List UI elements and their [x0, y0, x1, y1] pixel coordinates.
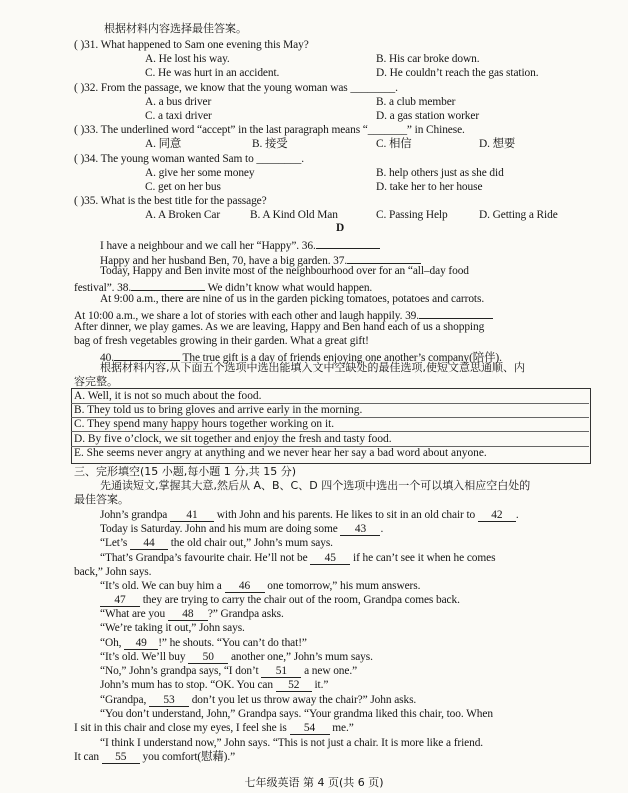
cloze-text: John’s grandpa: [100, 509, 170, 521]
blank-46: 46: [225, 580, 265, 593]
cloze-text: the old chair out,” John’s mum says.: [167, 537, 333, 549]
cloze-line-13: [100, 678, 328, 692]
blank-51: 51: [261, 665, 301, 678]
cloze-text: if he can’t see it when he comes: [350, 552, 496, 564]
q31-option-d: D. He couldn’t reach the gas station.: [376, 67, 539, 79]
q32-option-b: B. a club member: [376, 96, 456, 108]
cloze-text: “Grandpa,: [100, 694, 149, 706]
blank-40: [114, 348, 180, 361]
cloze-text: “It’s old. We can buy him a: [100, 580, 225, 592]
q35-option-b: B. A Kind Old Man: [250, 209, 338, 221]
blank-42: 42: [478, 509, 516, 522]
blank-47: 47: [100, 594, 140, 607]
cloze-line-2: [100, 522, 383, 536]
cloze-text: “What are you: [100, 608, 168, 620]
cloze-line-14: [100, 693, 416, 707]
q33-option-c: C. 相信: [376, 138, 412, 150]
q34-option-c: C. get on her bus: [145, 181, 221, 193]
q34-option-a: A. give her some money: [145, 167, 255, 179]
q33-option-a: A. 同意: [145, 138, 182, 150]
section-d-label: D: [336, 222, 345, 234]
cloze-line-17: “I think I understand now,” John says. “This is not just a chair. It is more like a friend.: [100, 737, 484, 749]
option-d: D. By five o’clock, we sit together and enjoy the fresh and tasty food.: [74, 433, 392, 445]
d-text-40: 40.: [100, 352, 114, 364]
section-3-instruction-1: 先通读短文,掌握其大意,然后从 A、B、C、D 四个选项中选出一个可以填入相应空白处的: [100, 479, 531, 492]
blank-36: [316, 236, 380, 249]
blank-43: 43: [340, 523, 380, 536]
d-text-38: festival”. 38.: [74, 282, 132, 294]
section-d-instruction-1: 根据材料内容,从下面五个选项中选出能填入文中空缺处的最佳选项,使短文意思通顺、内: [100, 361, 525, 374]
cloze-line-16: [74, 721, 354, 735]
blank-50: 50: [188, 651, 228, 664]
q35-prefix: ( )35.: [74, 195, 99, 207]
q32-prefix: ( )32.: [74, 82, 99, 94]
d-text-39: At 10:00 a.m., we share a lot of stories with each other and laugh happily. 39.: [74, 310, 420, 322]
cloze-text: “Oh,: [100, 637, 125, 649]
q34-option-b: B. help others just as she did: [376, 167, 504, 179]
q34-option-d: D. take her to her house: [376, 181, 483, 193]
q31-prefix: ( )31.: [74, 39, 99, 51]
page-footer: 七年级英语 第 4 页(共 6 页): [244, 776, 384, 789]
cloze-text: another one,” John’s mum says.: [228, 651, 373, 663]
passage-d-line-8: bag of fresh vegetables growing in their garden. What a great gift!: [74, 335, 369, 347]
cloze-line-4: [100, 551, 495, 565]
cloze-text: “It’s old. We’ll buy: [100, 651, 189, 663]
blank-48: 48: [168, 608, 208, 621]
blank-37: [347, 251, 421, 264]
question-35: [74, 194, 267, 208]
blank-55: 55: [102, 751, 140, 764]
d-text-40-post: The true gift is a day of friends enjoying one another’s company(陪伴).: [179, 352, 502, 364]
cloze-text: with John and his parents. He likes to sit in an old chair to: [214, 509, 478, 521]
option-b: B. They told us to bring gloves and arrive early in the morning.: [74, 404, 363, 416]
cloze-text: John’s mum has to stop. “OK. You can: [100, 679, 276, 691]
blank-41: 41: [170, 509, 214, 522]
cloze-text: they are trying to carry the chair out of the room, Grandpa comes back.: [140, 594, 460, 606]
cloze-line-9: “We’re taking it out,” John says.: [100, 622, 245, 634]
cloze-text: It can: [74, 751, 102, 763]
section-3-heading: 三、完形填空(15 小题,每小题 1 分,共 15 分): [74, 465, 297, 478]
passage-d-line-3: Today, Happy and Ben invite most of the neighbourhood over for an “all–day food: [100, 265, 469, 277]
q32-option-c: C. a taxi driver: [145, 110, 212, 122]
cloze-line-1: [100, 508, 519, 522]
blank-39: [419, 306, 493, 319]
passage-d-line-7: After dinner, we play games. As we are leaving, Happy and Ben hand each of us a shopping: [74, 321, 485, 333]
cloze-line-7: [100, 593, 460, 607]
cloze-line-5: back,” John says.: [74, 566, 152, 578]
question-33: [74, 123, 465, 137]
question-32: [74, 81, 398, 95]
blank-38: [131, 278, 205, 291]
blank-49: 49: [124, 637, 158, 650]
q35-option-a: A. A Broken Car: [145, 209, 221, 221]
q32-option-a: A. a bus driver: [145, 96, 212, 108]
cloze-text: !” he shouts. “You can’t do that!”: [158, 637, 307, 649]
q31-option-a: A. He lost his way.: [145, 53, 230, 65]
cloze-text: you comfort(慰藉).”: [139, 751, 236, 763]
cloze-text: one tomorrow,” his mum answers.: [264, 580, 421, 592]
blank-52: 52: [276, 679, 312, 692]
cloze-text: it.”: [311, 679, 329, 691]
cloze-text: .: [515, 509, 519, 521]
d-text-37: Happy and her husband Ben, 70, have a big garden. 37.: [100, 255, 348, 267]
cloze-line-18: [74, 750, 235, 764]
q33-option-b: B. 接受: [252, 138, 288, 150]
passage-d-line-5: At 9:00 a.m., there are nine of us in the garden picking tomatoes, potatoes and carrots.: [100, 293, 485, 305]
blank-54: 54: [290, 722, 330, 735]
cloze-line-3: [100, 536, 333, 550]
q35-option-d: D. Getting a Ride: [479, 209, 558, 221]
q34-stem: The young woman wanted Sam to ________.: [100, 153, 304, 165]
cloze-text: I sit in this chair and close my eyes, I feel she is: [74, 722, 290, 734]
q31-option-b: B. His car broke down.: [376, 53, 480, 65]
q31-stem: What happened to Sam one evening this May?: [100, 39, 309, 51]
cloze-text: “Let’s: [100, 537, 130, 549]
option-e: E. She seems never angry at anything and we never hear her say a bad word about anyone.: [74, 447, 487, 459]
cloze-line-12: [100, 664, 357, 678]
q31-option-c: C. He was hurt in an accident.: [145, 67, 280, 79]
d-text-38-post: We didn’t know what would happen.: [205, 282, 373, 294]
blank-53: 53: [149, 694, 189, 707]
blank-44: 44: [130, 537, 168, 550]
blank-45: 45: [310, 552, 350, 565]
cloze-text: ?” Grandpa asks.: [207, 608, 284, 620]
q35-option-c: C. Passing Help: [376, 209, 448, 221]
cloze-line-15: “You don’t understand, John,” Grandpa says. “Your grandma liked this chair, too. When: [100, 708, 493, 720]
q32-option-d: D. a gas station worker: [376, 110, 480, 122]
cloze-text: a new one.”: [301, 665, 358, 677]
q33-option-d: D. 想要: [479, 138, 516, 150]
cloze-line-8: [100, 607, 284, 621]
cloze-text: don’t you let us throw away the chair?” John asks.: [188, 694, 417, 706]
section-3-instruction-2: 最佳答案。: [74, 493, 129, 506]
cloze-line-6: [100, 579, 420, 593]
q32-stem: From the passage, we know that the young woman was ________.: [100, 82, 398, 94]
cloze-text: “No,” John’s grandpa says, “I don’t: [100, 665, 262, 677]
q33-stem: The underlined word “accept” in the last paragraph means “_______” in Chinese.: [100, 124, 465, 136]
cloze-text: Today is Saturday. John and his mum are doing some: [100, 523, 341, 535]
d-text-36: I have a neighbour and we call her “Happy”. 36.: [100, 240, 316, 252]
cloze-text: .: [380, 523, 384, 535]
section-d-instruction-2: 容完整。: [74, 375, 118, 388]
q34-prefix: ( )34.: [74, 153, 99, 165]
option-c: C. They spend many happy hours together working on it.: [74, 418, 335, 430]
cloze-line-10: [100, 636, 307, 650]
q35-stem: What is the best title for the passage?: [100, 195, 267, 207]
cloze-text: me.”: [329, 722, 354, 734]
question-34: [74, 152, 304, 166]
reading-instruction: 根据材料内容选择最佳答案。: [104, 22, 247, 35]
question-31: [74, 38, 309, 52]
q33-prefix: ( )33.: [74, 124, 99, 136]
cloze-line-11: [100, 650, 373, 664]
option-a: A. Well, it is not so much about the food.: [74, 390, 262, 402]
cloze-text: “That’s Grandpa’s favourite chair. He’ll not be: [100, 552, 311, 564]
